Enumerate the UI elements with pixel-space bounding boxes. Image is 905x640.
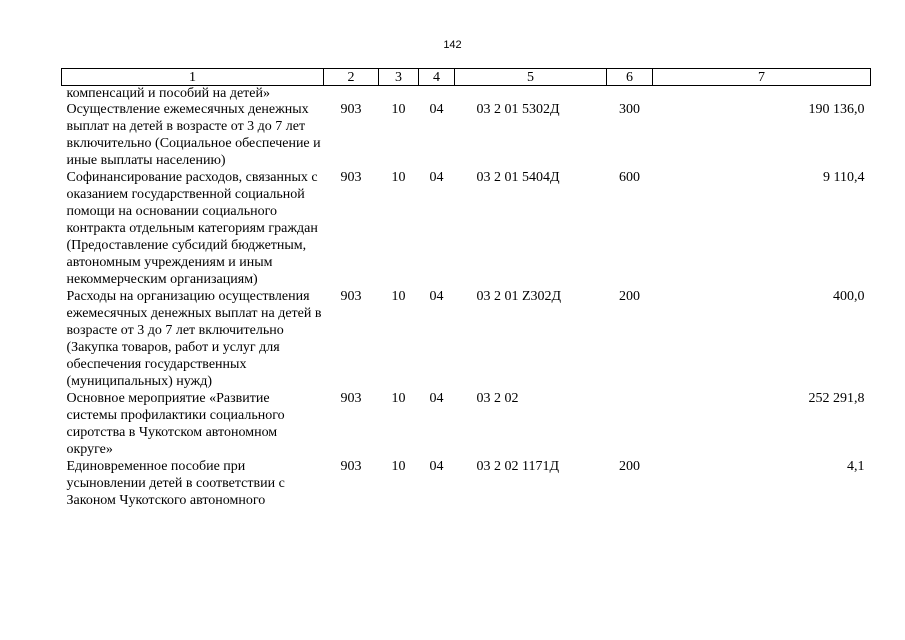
row-target-article: 03 2 01 Z302Д xyxy=(476,289,562,304)
row-section: 10 xyxy=(391,391,406,406)
row-target-article: 03 2 01 5404Д xyxy=(476,170,560,185)
row-grbs: 903 xyxy=(340,170,362,185)
row-section: 10 xyxy=(391,170,406,185)
row-grbs: 903 xyxy=(340,459,362,474)
row-subsection: 04 xyxy=(429,391,444,406)
header-col-3: 3 xyxy=(379,69,419,86)
row-name: Основное мероприятие «Развитие системы профилактики социального сиротства в Чукотском автономном округе» xyxy=(66,391,285,457)
table-row-continuation xyxy=(62,86,871,102)
row-expense-type: 600 xyxy=(619,170,640,185)
row-sum: 400,0 xyxy=(833,289,865,304)
row-grbs: 903 xyxy=(340,289,362,304)
table-row xyxy=(62,390,871,458)
row-target-article: 03 2 02 xyxy=(476,391,519,406)
row-target-article: 03 2 02 1171Д xyxy=(476,459,560,474)
row-name: Расходы на организацию осуществления ежемесячных денежных выплат на детей в возрасте от 3 до 7 лет включительно (Закупка товаров, работ и услуг для обеспечения государственных (муниципальных) нужд) xyxy=(66,289,322,389)
row-grbs: 903 xyxy=(340,391,362,406)
row-subsection: 04 xyxy=(429,459,444,474)
table-row xyxy=(62,288,871,390)
row-target-article: 03 2 01 5302Д xyxy=(476,102,560,117)
table-row xyxy=(62,458,871,509)
row-section: 10 xyxy=(391,459,406,474)
header-col-1: 1 xyxy=(62,69,324,86)
row-grbs: 903 xyxy=(340,102,362,117)
table-row xyxy=(62,169,871,288)
row-expense-type: 300 xyxy=(619,102,640,117)
header-col-7: 7 xyxy=(653,69,871,86)
row-name: компенсаций и пособий на детей» xyxy=(66,86,270,101)
row-section: 10 xyxy=(391,102,406,117)
row-sum: 4,1 xyxy=(847,459,865,474)
row-name: Осуществление ежемесячных денежных выплат на детей в возрасте от 3 до 7 лет включительно (Социальное обеспечение и иные выплаты населению) xyxy=(66,102,321,168)
header-col-5: 5 xyxy=(455,69,607,86)
header-col-6: 6 xyxy=(607,69,653,86)
header-col-2: 2 xyxy=(324,69,379,86)
row-subsection: 04 xyxy=(429,102,444,117)
row-name: Софинансирование расходов, связанных с оказанием государственной социальной помощи на основании социального контракта отдельным категориям граждан (Предоставление субсидий бюджетным, автономным учреждениям и иным некоммерческим организациям) xyxy=(66,170,318,287)
page-number: 142 xyxy=(443,39,462,51)
header-col-4: 4 xyxy=(419,69,455,86)
row-expense-type: 200 xyxy=(619,459,640,474)
row-name: Единовременное пособие при усыновлении детей в соответствии с Законом Чукотского автономного xyxy=(66,459,285,508)
row-expense-type: 200 xyxy=(619,289,640,304)
row-sum: 252 291,8 xyxy=(808,391,865,406)
row-sum: 9 110,4 xyxy=(823,170,865,185)
table-row xyxy=(62,101,871,169)
row-expense-type xyxy=(607,390,653,458)
row-section: 10 xyxy=(391,289,406,304)
budget-table xyxy=(61,68,871,509)
table-header-row xyxy=(62,69,871,86)
row-sum: 190 136,0 xyxy=(808,102,865,117)
row-subsection: 04 xyxy=(429,170,444,185)
row-subsection: 04 xyxy=(429,289,444,304)
